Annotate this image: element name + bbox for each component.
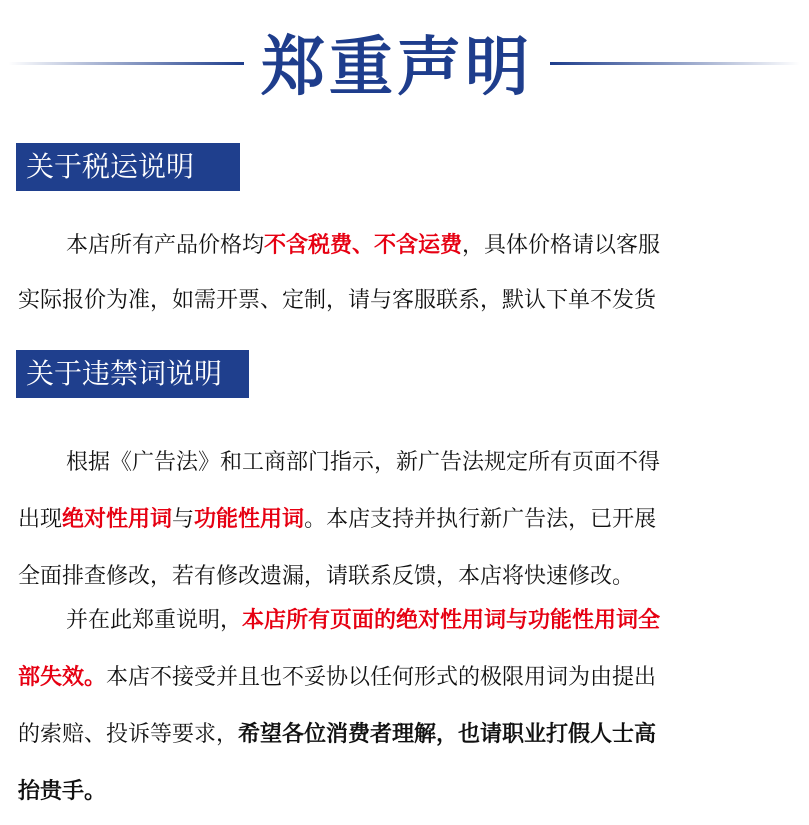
page-title: 郑重声明 — [261, 31, 533, 105]
title-divider-right — [550, 62, 800, 65]
words-highlight-absolute: 绝对性用词 — [62, 507, 173, 532]
tax-paragraph — [18, 218, 798, 328]
words-text-e: 全面排查修改，若有修改遗漏，请联系反馈，本店将快速修改。 — [18, 564, 635, 589]
statement-text-a: 并在此郑重说明， — [66, 608, 243, 633]
words-highlight-functional: 功能性用词 — [194, 507, 305, 532]
statement-bold-2: 抬贵手。 — [18, 779, 107, 804]
statement-highlight-1: 本店所有页面的绝对性用词与功能性用词全 — [242, 608, 661, 633]
words-text-a: 根据《广告法》和工商部门指示，新广告法规定所有页面不得 — [66, 450, 661, 475]
words-paragraph-2 — [18, 592, 798, 820]
tax-text-c: 实际报价为准，如需开票、定制，请与客服联系，默认下单不发货 — [18, 288, 657, 313]
section-heading-words: 关于违禁词说明 — [16, 350, 249, 398]
tax-highlight: 不含税费、不含运费 — [264, 233, 463, 258]
words-text-d: 。本店支持并执行新广告法，已开展 — [304, 507, 657, 532]
statement-text-c: 的索赔、投诉等要求， — [18, 722, 239, 747]
words-text-c: 与 — [172, 507, 195, 532]
tax-text-a: 本店所有产品价格均 — [66, 233, 265, 258]
words-text-b: 出现 — [18, 507, 63, 532]
statement-highlight-2: 部失效。 — [18, 665, 107, 690]
title-row — [0, 28, 809, 108]
tax-text-b: ，具体价格请以客服 — [462, 233, 661, 258]
statement-text-b: 本店不接受并且也不妥协以任何形式的极限用词为由提出 — [106, 665, 657, 690]
section-heading-tax: 关于税运说明 — [16, 143, 240, 191]
statement-bold-1: 希望各位消费者理解，也请职业打假人士高 — [238, 722, 657, 747]
title-divider-left — [8, 62, 244, 65]
words-paragraph-1 — [18, 434, 798, 605]
